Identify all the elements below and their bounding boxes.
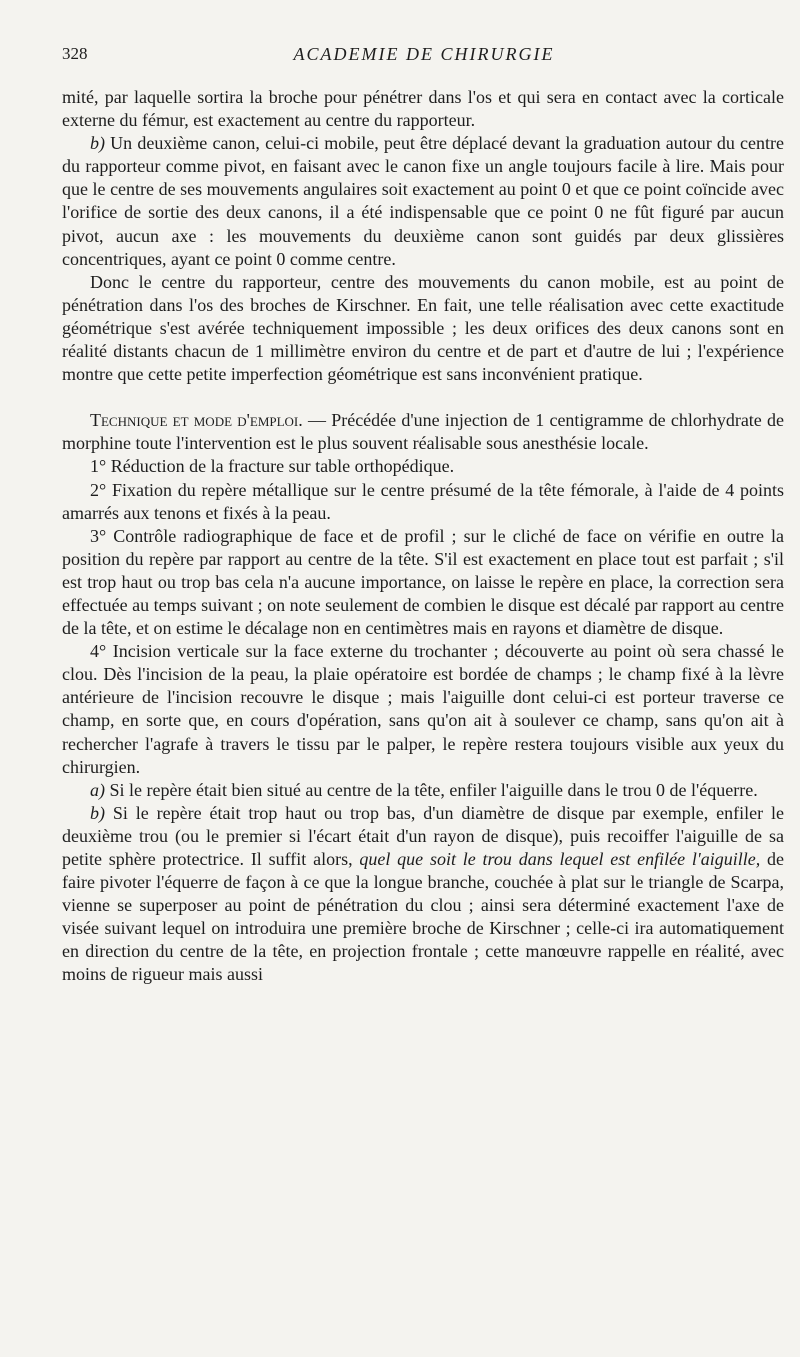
step-4-b: b) Si le repère était trop haut ou trop bas, d'un diamètre de disque par exemple, enfiler le deuxième trou (ou le premier si l'écart était d'un rayon de disque), puis recoiffer l'aiguille de sa petite sphère protectrice. Il suffit alors, quel que soit le trou dans lequel est enfilée l'aiguille, de faire pivoter l'équerre de façon à ce que la longue branche, couchée à plat sur le triangle de Scarpa, vienne se superposer au point de pénétration du clou ; ainsi sera déterminé exactement l'axe de visée suivant lequel on introduira une première broche de Kirschner ; celle-ci ira automatiquement en direction du centre de la tête, en projection frontale ; cette manœuvre rappelle en réalité, avec moins de rigueur mais aussi (62, 802, 784, 985)
step-2: 2° Fixation du repère métallique sur le centre présumé de la tête fémorale, à l'aide de 4 points amarrés aux tenons et fixés à la peau. (62, 479, 784, 523)
running-title: ACADEMIE DE CHIRURGIE (293, 44, 555, 64)
paragraph-rapporteur-center: Donc le centre du rapporteur, centre des mouvements du canon mobile, est au point de pénétration dans l'os des broches de Kirschner. En fait, une telle réalisation avec cette exactitude géométrique s'est avérée techniquement impossible ; les deux orifices des deux canons sont en réalité distants chacun de 1 millimètre environ du centre et de part et d'autre de lui ; l'expérience montre que cette petite imperfection géométrique est sans inconvénient pratique. (62, 271, 784, 385)
page-number: 328 (62, 44, 88, 63)
step-1: 1° Réduction de la fracture sur table orthopédique. (90, 456, 455, 477)
step-3: 3° Contrôle radiographique de face et de profil ; sur le cliché de face on vérifie en outre la position du repère par rapport au centre de la tête. S'il est exactement en place tout est parfait ; s'il est trop haut ou trop bas cela n'a aucune importance, on laisse le repère en place, la correction sera effectuée au temps suivant ; on note seulement de combien le disque est décalé par rapport au centre de la tête, et on estime le décalage non en centimètres mais en rayons et diamètre de disque. (62, 525, 784, 639)
paragraph-b-second-canon: b) Un deuxième canon, celui-ci mobile, peut être déplacé devant la graduation autour du centre du rapporteur comme pivot, en faisant avec le canon fixe un angle toujours facile à lire. Mais pour que le centre de ses mouvements angulaires soit exactement au point 0 et que ce point coïncide avec l'orifice de sortie des deux canons, il a été indispensable que ce point 0 ne fût figuré par aucun pivot, aucun axe : les mouvements du deuxième canon sont guidés par deux glissières concentriques, ayant ce point 0 comme centre. (62, 133, 784, 269)
section-heading: Technique et mode d'emploi. (90, 410, 303, 431)
page-header (62, 44, 786, 68)
paragraph-continuation: mité, par laquelle sortira la broche pour pénétrer dans l'os et qui sera en contact avec la corticale externe du fémur, est exactement au centre du rapporteur. (62, 87, 784, 131)
step-4-a: a) Si le repère était bien situé au centre de la tête, enfiler l'aiguille dans le trou 0 de l'équerre. (90, 779, 758, 800)
body-text (62, 86, 784, 987)
step-4: 4° Incision verticale sur la face externe du trochanter ; découverte au point où sera chassé le clou. Dès l'incision de la peau, la plaie opératoire est bordée de champs ; le champ fixé à la lèvre antérieure de l'incision recouvre le disque ; mais l'aiguille dont celui-ci est porteur traverse ce champ, en sorte que, en cours d'opération, sans qu'on ait à soulever ce champ, sans qu'on ait à rechercher l'agrafe à travers le tissu par le palper, le repère restera toujours visible aux yeux du chirurgien. (62, 641, 784, 777)
paragraph-technique: Technique et mode d'emploi. — Précédée d'une injection de 1 centigramme de chlorhydrate de morphine toute l'intervention est le plus souvent réalisable sous anesthésie locale. (62, 410, 784, 454)
